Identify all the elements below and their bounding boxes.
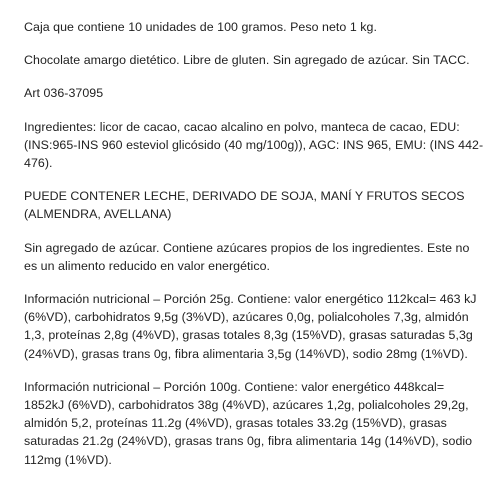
- sugar-note: Sin agregado de azúcar. Contiene azúcares propios de los ingredientes. Este no es un alimento reducido en valor energético.: [24, 240, 470, 273]
- nutrition-per-100g: Información nutricional – Porción 100g. Contiene: valor energético 448kcal= 1852kJ (6%VD), carbohidratos 38g (4%VD), azúcares 1,2g, polialcoholes 29,2g, almidón 5,2, proteínas 11.2g (4%VD), grasas totales 33.2g (15%VD), grasas saturadas 21.2g (24%VD), grasas trans 0g, fibra alimentaria 14g (14%VD), sodio 112mg (1%VD).: [24, 379, 473, 467]
- package-contents: Caja que contiene 10 unidades de 100 gramos. Peso neto 1 kg.: [24, 20, 377, 34]
- product-description: [24, 18, 484, 484]
- ingredients: Ingredientes: licor de cacao, cacao alcalino en polvo, manteca de cacao, EDU: (INS:965-INS 960 esteviol glicósido (40 mg/100g)), AGC: INS 965, EMU: (INS 442-476).: [24, 119, 484, 171]
- nutrition-per-25g: Información nutricional – Porción 25g. Contiene: valor energético 112kcal= 463 kJ (6%VD), carbohidratos 9,5g (3%VD), azúcares 0,0g, polialcoholes 7,3g, almidón 1,3, proteínas 2,8g (4%VD), grasas totales 8,3g (15%VD), grasas saturadas 5,3g (24%VD), grasas trans 0g, fibra alimentaria 3,5g (14%VD), sodio 28mg (1%VD).: [24, 292, 477, 361]
- article-number: Art 036-37095: [24, 86, 104, 101]
- product-claims: Chocolate amargo dietético. Libre de gluten. Sin agregado de azúcar. Sin TACC.: [24, 53, 470, 68]
- allergen-warning: PUEDE CONTENER LECHE, DERIVADO DE SOJA, MANÍ Y FRUTOS SECOS (ALMENDRA, AVELLANA): [24, 189, 465, 222]
